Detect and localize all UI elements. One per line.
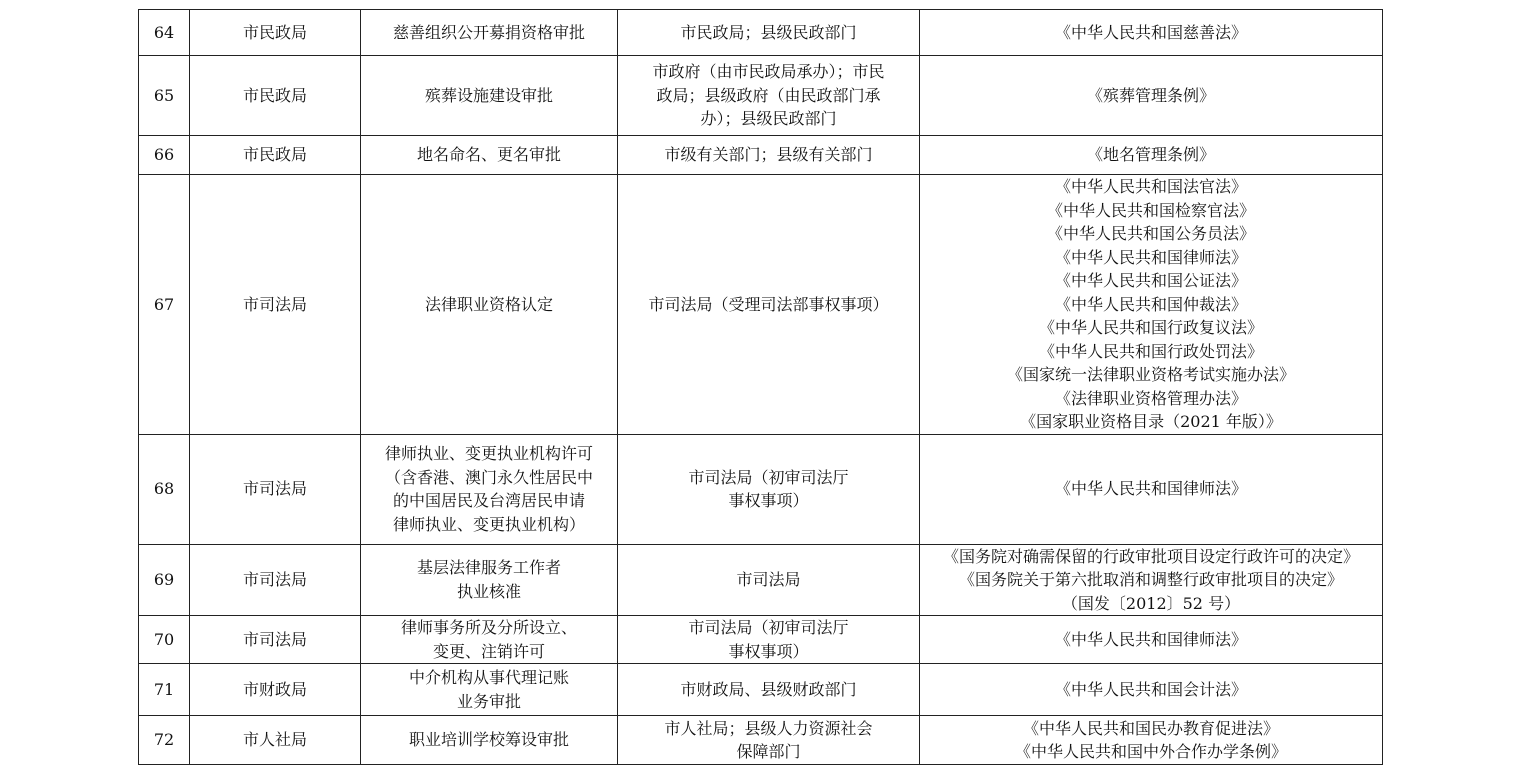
implementing-org-line: 市人社局；县级人力资源社会 — [664, 718, 873, 738]
legal-basis-line: 《国家职业资格目录（2021 年版）》 — [1020, 412, 1282, 431]
legal-basis-line: 《中华人民共和国中外合作办学条例》 — [1014, 742, 1287, 761]
department-cell: 市人社局 — [190, 716, 361, 765]
row-number: 64 — [139, 10, 190, 56]
approval-item-line: 中介机构从事代理记账 — [408, 668, 569, 687]
implementing-org-cell — [618, 716, 920, 765]
legal-basis-cell — [920, 56, 1383, 136]
table-row — [139, 616, 1383, 664]
approval-items-table — [138, 9, 1383, 765]
approval-item-cell — [361, 136, 618, 175]
row-number: 69 — [139, 544, 190, 616]
approval-item-line: 执业核准 — [456, 581, 521, 601]
implementing-org-line: 事权事项） — [728, 491, 809, 510]
approval-item-line: 律师事务所及分所设立、 — [400, 618, 577, 637]
legal-basis-cell — [920, 10, 1383, 56]
legal-basis-line: 《中华人民共和国公务员法》 — [1046, 224, 1255, 243]
approval-item-line: 慈善组织公开募捐资格审批 — [392, 22, 585, 42]
implementing-org-cell — [618, 56, 920, 136]
department-cell: 市司法局 — [190, 175, 361, 435]
row-number: 70 — [139, 616, 190, 664]
table-row — [139, 136, 1383, 175]
approval-item-line: 的中国居民及台湾居民申请 — [392, 491, 585, 510]
row-number: 67 — [139, 175, 190, 435]
legal-basis-line: 《国家统一法律职业资格考试实施办法》 — [1006, 365, 1295, 384]
implementing-org-cell — [618, 10, 920, 56]
implementing-org-line: 办）；县级民政部门 — [700, 109, 837, 129]
legal-basis-cell — [920, 136, 1383, 175]
legal-basis-line: 《中华人民共和国律师法》 — [1054, 479, 1247, 499]
implementing-org-line: 市司法局（初审司法厅 — [688, 618, 849, 637]
legal-basis-line: 《中华人民共和国检察官法》 — [1046, 200, 1255, 220]
legal-basis-cell — [920, 716, 1383, 765]
legal-basis-line: 《法律职业资格管理办法》 — [1054, 388, 1247, 408]
row-number: 65 — [139, 56, 190, 136]
legal-basis-line: （国发〔2012〕52 号） — [1061, 593, 1241, 613]
approval-item-line: 基层法律服务工作者 — [416, 558, 561, 578]
legal-basis-line: 《中华人民共和国公证法》 — [1054, 271, 1247, 290]
department-cell: 市民政局 — [190, 136, 361, 175]
department-cell: 市司法局 — [190, 544, 361, 616]
table-row — [139, 544, 1383, 616]
legal-basis-line: 《中华人民共和国仲裁法》 — [1054, 294, 1247, 314]
implementing-org-line: 市民政局；县级民政部门 — [680, 22, 857, 42]
approval-item-cell — [361, 434, 618, 544]
legal-basis-line: 《中华人民共和国行政处罚法》 — [1038, 341, 1263, 361]
table-row — [139, 716, 1383, 765]
legal-basis-line: 《殡葬管理条例》 — [1086, 85, 1215, 105]
implementing-org-cell — [618, 544, 920, 616]
approval-item-line: 地名命名、更名审批 — [416, 145, 561, 165]
approval-item-line: 变更、注销许可 — [432, 641, 545, 661]
table-row — [139, 56, 1383, 136]
legal-basis-cell — [920, 616, 1383, 664]
department-cell: 市民政局 — [190, 10, 361, 56]
department-cell: 市民政局 — [190, 56, 361, 136]
legal-basis-line: 《中华人民共和国律师法》 — [1054, 247, 1247, 267]
implementing-org-line: 保障部门 — [736, 742, 801, 761]
approval-item-line: 法律职业资格认定 — [424, 294, 553, 314]
approval-item-cell — [361, 616, 618, 664]
legal-basis-cell — [920, 434, 1383, 544]
legal-basis-cell — [920, 664, 1383, 716]
implementing-org-line: 市司法局 — [736, 570, 801, 589]
approval-item-line: 业务审批 — [456, 691, 521, 711]
department-cell: 市司法局 — [190, 616, 361, 664]
row-number: 72 — [139, 716, 190, 765]
table-row — [139, 434, 1383, 544]
legal-basis-line: 《国务院对确需保留的行政审批项目设定行政许可的决定》 — [942, 546, 1359, 566]
approval-item-cell — [361, 716, 618, 765]
approval-item-cell — [361, 10, 618, 56]
table-row — [139, 10, 1383, 56]
table-row — [139, 664, 1383, 716]
department-cell: 市司法局 — [190, 434, 361, 544]
implementing-org-cell — [618, 136, 920, 175]
implementing-org-cell — [618, 175, 920, 435]
table-row — [139, 175, 1383, 435]
approval-item-line: 殡葬设施建设审批 — [424, 85, 553, 105]
implementing-org-line: 政局；县级政府（由民政部门承 — [656, 85, 881, 105]
implementing-org-line: 事权事项） — [728, 641, 809, 661]
legal-basis-line: 《地名管理条例》 — [1086, 145, 1215, 165]
approval-item-cell — [361, 664, 618, 716]
legal-basis-line: 《中华人民共和国法官法》 — [1054, 177, 1247, 196]
legal-basis-line: 《中华人民共和国行政复议法》 — [1038, 318, 1263, 337]
legal-basis-line: 《国务院关于第六批取消和调整行政审批项目的决定》 — [958, 570, 1343, 589]
implementing-org-line: 市财政局、县级财政部门 — [680, 679, 857, 699]
approval-item-cell — [361, 544, 618, 616]
approval-item-line: 律师执业、变更执业机构） — [392, 514, 585, 534]
implementing-org-cell — [618, 616, 920, 664]
legal-basis-line: 《中华人民共和国民办教育促进法》 — [1022, 718, 1279, 738]
row-number: 68 — [139, 434, 190, 544]
implementing-org-line: 市级有关部门；县级有关部门 — [664, 145, 873, 165]
legal-basis-cell — [920, 175, 1383, 435]
implementing-org-line: 市政府（由市民政局承办）；市民 — [652, 62, 885, 82]
approval-item-line: 职业培训学校筹设审批 — [408, 730, 569, 750]
approval-item-cell — [361, 56, 618, 136]
row-number: 71 — [139, 664, 190, 716]
approval-item-line: 律师执业、变更执业机构许可 — [384, 444, 593, 463]
department-cell: 市财政局 — [190, 664, 361, 716]
implementing-org-cell — [618, 434, 920, 544]
row-number: 66 — [139, 136, 190, 175]
legal-basis-line: 《中华人民共和国律师法》 — [1054, 629, 1247, 649]
implementing-org-line: 市司法局（受理司法部事权事项） — [648, 294, 889, 314]
legal-basis-cell — [920, 544, 1383, 616]
implementing-org-line: 市司法局（初审司法厅 — [688, 467, 849, 487]
approval-item-line: （含香港、澳门永久性居民中 — [384, 467, 593, 487]
implementing-org-cell — [618, 664, 920, 716]
approval-item-cell — [361, 175, 618, 435]
legal-basis-line: 《中华人民共和国慈善法》 — [1054, 22, 1247, 42]
legal-basis-line: 《中华人民共和国会计法》 — [1054, 679, 1247, 699]
